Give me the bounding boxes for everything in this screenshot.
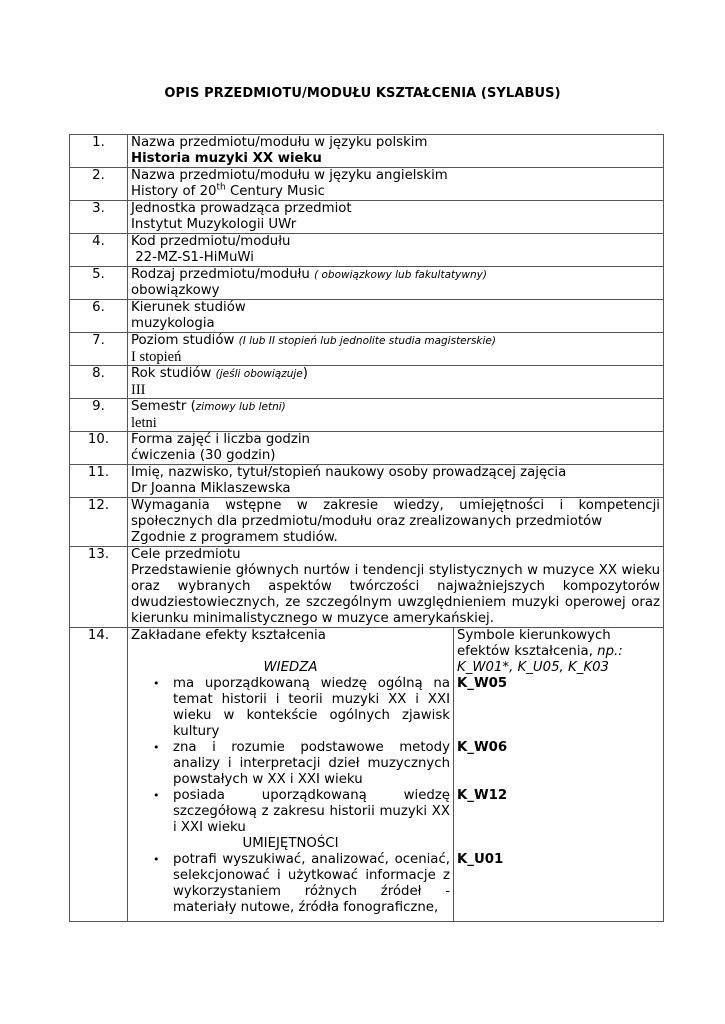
- field-value: III: [131, 382, 146, 398]
- row-content: [128, 547, 664, 628]
- table-row: [70, 135, 664, 168]
- label-text: Semestr (: [131, 399, 196, 414]
- table-row: [70, 168, 664, 201]
- field-note: (I lub II stopień lub jednolite studia magisterskie): [238, 335, 496, 347]
- effects-label: Zakładane efekty kształcenia: [131, 628, 326, 643]
- knowledge-list: [131, 676, 450, 836]
- table-row: [70, 267, 664, 300]
- effect-symbol: K_W05: [457, 676, 508, 691]
- row-content: [128, 201, 664, 234]
- row-number: 12.: [70, 498, 128, 547]
- row-content: [128, 432, 664, 465]
- bullet-icon: •: [153, 677, 160, 690]
- symbols-header: K_W01*, K_U05, K_K03: [457, 660, 610, 675]
- field-label: [131, 267, 660, 283]
- table-row: [70, 333, 664, 366]
- row-number: 11.: [70, 465, 128, 498]
- row-content: [128, 399, 664, 432]
- row-number: 5.: [70, 267, 128, 300]
- effect-symbol: K_W06: [457, 740, 508, 755]
- list-item: [131, 852, 450, 916]
- field-value: obowiązkowy: [131, 283, 220, 298]
- field-note: zimowy lub letni): [195, 401, 286, 413]
- effects-cell: [128, 628, 454, 922]
- field-value: letni: [131, 415, 157, 431]
- effect-symbol: K_U01: [457, 852, 504, 867]
- symbols-header-text: np.:: [597, 644, 623, 659]
- field-label: Jednostka prowadząca przedmiot: [131, 201, 352, 216]
- field-value: 22-MZ-S1-HiMuWi: [131, 250, 254, 265]
- bullet-icon: •: [153, 789, 160, 802]
- field-label: Wymagania wstępne w zakresie wiedzy, umiejętności i kompetencji: [131, 498, 661, 513]
- field-value: Przedstawienie głównych nurtów i tendencji stylistycznych w muzyce XX wieku oraz wybranych aspektów twórczości najważniejszych kompozytorów dwudziestowiecznych, ze szczególnym uwzględnieniem muzyki operowej oraz kierunku minimalistycznego w muzyce amerykańskiej.: [131, 563, 661, 626]
- effect-text: zna i rozumie podstawowe metody analizy i interpretacji dzieł muzycznych powstałych w XX i XXI wieku: [173, 740, 450, 787]
- field-label: Kod przedmiotu/modułu: [131, 234, 291, 249]
- field-label: Nazwa przedmiotu/modułu w języku angielskim: [131, 168, 448, 183]
- row-content: [128, 234, 664, 267]
- field-value: Zgodnie z programem studiów.: [131, 530, 338, 545]
- list-item: [131, 788, 450, 836]
- row-content: [128, 333, 664, 366]
- row-content: [128, 465, 664, 498]
- row-content: [128, 300, 664, 333]
- effect-text: posiada uporządkowaną wiedzę szczegółową z zakresu historii muzyki XX i XXI wieku: [173, 788, 450, 835]
- row-content: [128, 168, 664, 201]
- effect-text: potrafi wyszukiwać, analizować, oceniać, selekcjonować i użytkować informacje z wykorzystaniem różnych źródeł - materiały nutowe, źródła fonograficzne,: [173, 852, 450, 915]
- document-title: OPIS PRZEDMIOTU/MODUŁU KSZTAŁCENIA (SYLABUS): [164, 86, 561, 101]
- symbols-header: Symbole kierunkowych: [457, 628, 611, 643]
- table-row: [70, 498, 664, 547]
- effect-text: ma uporządkowaną wiedzę ogólną na temat historii i teorii muzyki XX i XXI wieku w kontekście ogólnych zjawisk kultury: [173, 676, 450, 739]
- label-text: Poziom studiów: [131, 333, 235, 348]
- field-value: Historia muzyki XX wieku: [131, 151, 322, 166]
- row-number: 13.: [70, 547, 128, 628]
- symbols-header: [457, 644, 660, 660]
- row-number: 8.: [70, 366, 128, 399]
- field-value: muzykologia: [131, 316, 215, 331]
- row-number: 4.: [70, 234, 128, 267]
- field-note: (jeśli obowiązuje: [215, 368, 303, 380]
- row-number: 1.: [70, 135, 128, 168]
- symbols-header-text: efektów kształcenia,: [457, 644, 598, 659]
- row-number: 9.: [70, 399, 128, 432]
- row-number: 3.: [70, 201, 128, 234]
- value-text: Century Music: [225, 184, 325, 199]
- field-value: Dr Joanna Miklaszewska: [131, 481, 291, 496]
- value-text: History of 20: [131, 184, 217, 199]
- table-row: [70, 366, 664, 399]
- table-row: [70, 628, 664, 922]
- knowledge-heading: WIEDZA: [263, 660, 318, 675]
- row-number: 7.: [70, 333, 128, 366]
- field-label: [131, 399, 660, 415]
- effect-symbol: K_W12: [457, 788, 508, 803]
- field-value: I stopień: [131, 349, 182, 365]
- field-label: Imię, nazwisko, tytuł/stopień naukowy osoby prowadzącej zajęcia: [131, 465, 567, 480]
- field-label: Nazwa przedmiotu/modułu w języku polskim: [131, 135, 428, 150]
- row-content: [128, 366, 664, 399]
- field-label: Cele przedmiotu: [131, 547, 241, 562]
- table-row: [70, 399, 664, 432]
- table-row: [70, 465, 664, 498]
- table-row: [70, 201, 664, 234]
- field-label: społecznych dla przedmiotu/modułu oraz zrealizowanych przedmiotów: [131, 514, 603, 529]
- syllabus-table: [69, 134, 664, 922]
- bullet-icon: •: [153, 741, 160, 754]
- table-row: [70, 432, 664, 465]
- field-label: [131, 366, 660, 382]
- field-note: ( obowiązkowy lub fakultatywny): [314, 269, 487, 281]
- skills-heading: UMIEJĘTNOŚCI: [242, 836, 339, 851]
- label-text: Rok studiów: [131, 366, 212, 381]
- table-row: [70, 547, 664, 628]
- symbols-cell: [454, 628, 664, 922]
- field-label: [131, 333, 660, 349]
- bullet-icon: •: [153, 853, 160, 866]
- row-content: [128, 498, 664, 547]
- row-number: 6.: [70, 300, 128, 333]
- field-label: Forma zajęć i liczba godzin: [131, 432, 310, 447]
- value-superscript: th: [216, 182, 226, 193]
- row-number: 14.: [70, 628, 128, 922]
- row-number: 10.: [70, 432, 128, 465]
- skills-list: [131, 852, 450, 916]
- field-value: ćwiczenia (30 godzin): [131, 448, 276, 463]
- field-label: Kierunek studiów: [131, 300, 246, 315]
- field-value: Instytut Muzykologii UWr: [131, 217, 297, 232]
- label-text: ): [302, 366, 308, 381]
- row-content: [128, 267, 664, 300]
- row-number: 2.: [70, 168, 128, 201]
- field-value: [131, 184, 660, 200]
- row-content: [128, 135, 664, 168]
- table-row: [70, 300, 664, 333]
- label-text: Rodzaj przedmiotu/modułu: [131, 267, 310, 282]
- table-row: [70, 234, 664, 267]
- list-item: [131, 740, 450, 788]
- list-item: [131, 676, 450, 740]
